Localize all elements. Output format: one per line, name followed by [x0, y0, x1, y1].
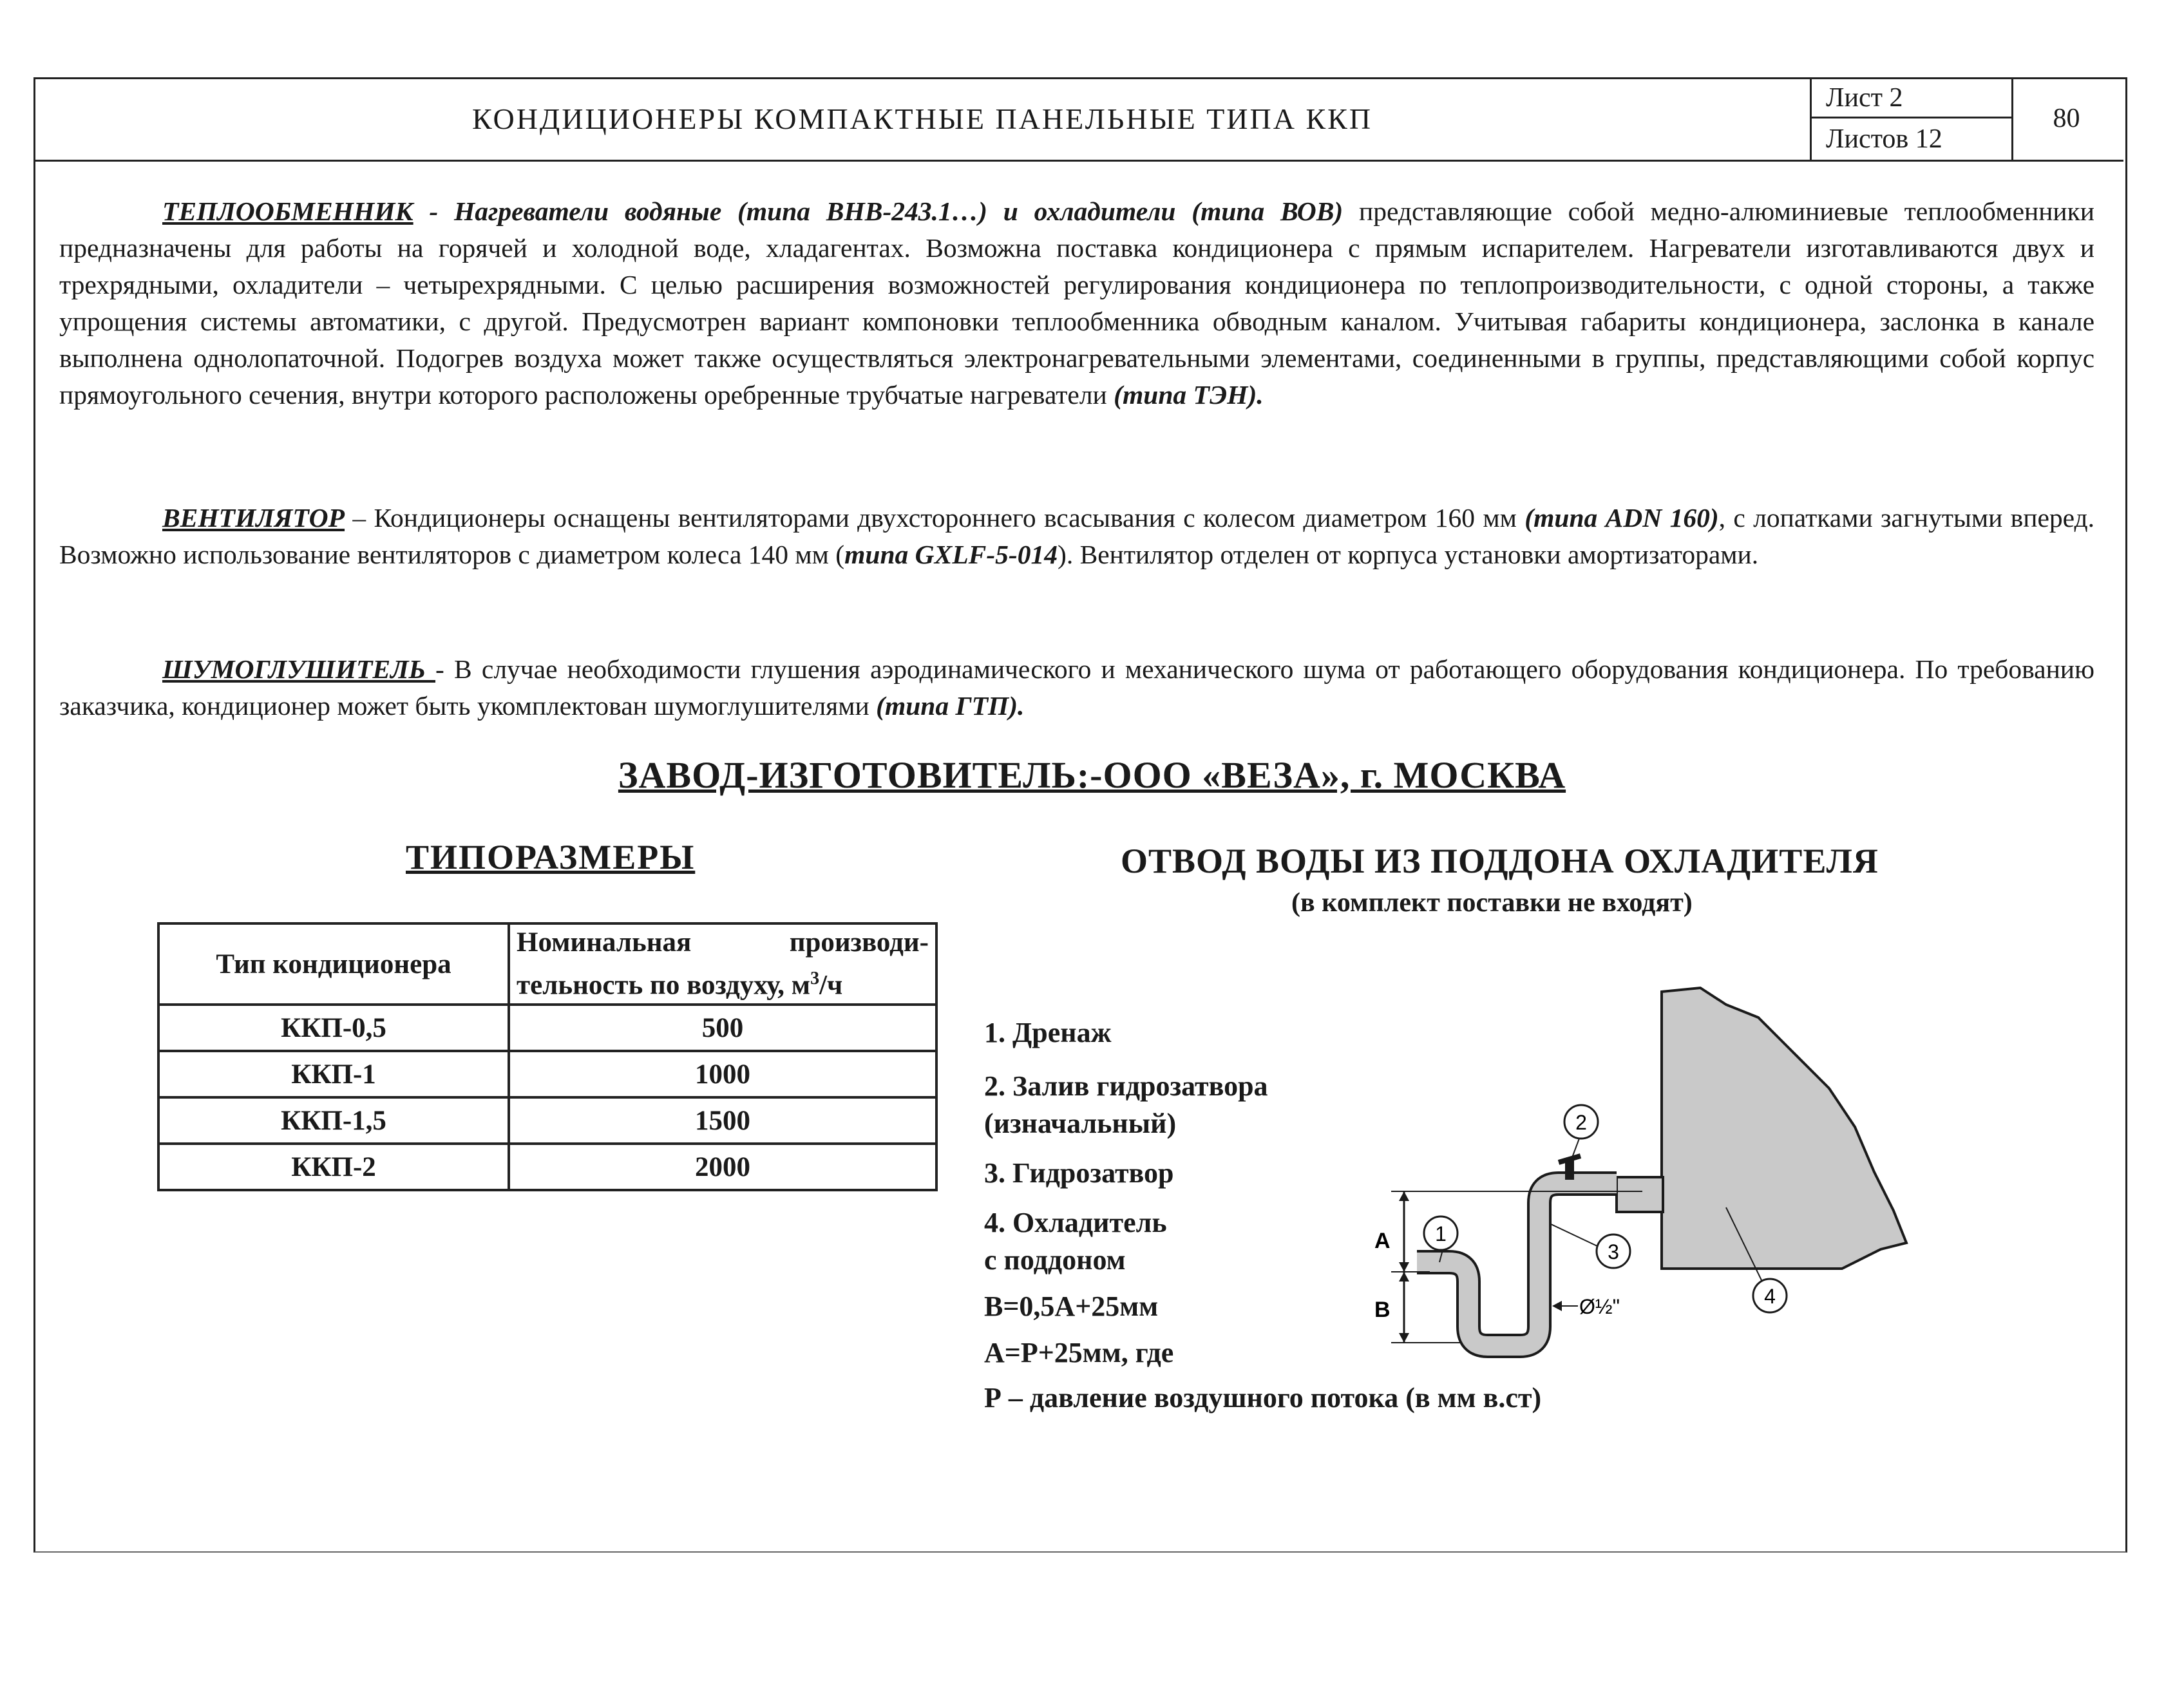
drain-heading: ОТВОД ВОДЫ ИЗ ПОДДОНА ОХЛАДИТЕЛЯ — [1121, 842, 1879, 880]
header — [33, 77, 2123, 162]
table-row — [158, 1097, 936, 1144]
silencer-paragraph — [59, 651, 2094, 724]
page-number: 80 — [2053, 104, 2080, 133]
cell-type: ККП-1 — [158, 1051, 509, 1097]
column-header-flow-line2 — [517, 961, 929, 1003]
sheet-info — [1810, 77, 2013, 160]
legend-trap: 3. Гидрозатвор — [984, 1157, 1174, 1189]
silencer-text: - В случае необходимости глушения аэродинамического и механического шума от работающего оборудования кондиционера. По требованию заказчика, кондиционер может быть укомплектован шумоглушителями — [59, 654, 2094, 721]
table-row — [158, 1051, 936, 1097]
column-header-flow-sup: 3 — [810, 969, 820, 988]
callout-4-label: 4 — [1764, 1285, 1776, 1308]
manufacturer-heading: ЗАВОД-ИЗГОТОВИТЕЛЬ:-ООО «ВЕЗА», г. МОСКВА — [618, 754, 1566, 796]
cell-type: ККП-2 — [158, 1144, 509, 1190]
fan-paragraph — [59, 500, 2094, 573]
callout-3 — [1550, 1224, 1630, 1268]
silencer-term: ШУМОГЛУШИТЕЛЬ — [162, 654, 436, 684]
silencer-type: (типа ГТП). — [876, 691, 1025, 721]
legend-cooler: 4. Охладитель — [984, 1207, 1167, 1238]
heat-exchanger-paragraph — [59, 193, 2094, 413]
formula-a: А=Р+25мм, где — [984, 1337, 1174, 1368]
fan-type-2: типа GXLF-5-014 — [844, 540, 1058, 569]
sheet-number: Лист 2 — [1812, 77, 2011, 118]
table-header-row — [158, 923, 936, 1005]
legend-cooler-tray: с поддоном — [984, 1244, 1126, 1276]
fill-plug — [1565, 1160, 1574, 1180]
callout-3-label: 3 — [1608, 1240, 1619, 1263]
cell-flow: 1000 — [509, 1051, 936, 1097]
sheet-total: Листов 12 — [1826, 124, 1942, 154]
drain-diagram — [1340, 979, 2009, 1378]
table-row — [158, 1005, 936, 1051]
cell-flow: 500 — [509, 1005, 936, 1051]
dim-label-b: B — [1374, 1298, 1391, 1322]
dia-label: Ø½" — [1579, 1295, 1620, 1318]
column-header-flow-unit: /ч — [819, 970, 843, 1001]
dim-label-a: A — [1374, 1229, 1391, 1253]
cell-flow: 1500 — [509, 1097, 936, 1144]
heat-exchanger-dash: - — [413, 196, 455, 226]
fan-term: ВЕНТИЛЯТОР — [162, 503, 345, 533]
cell-flow: 2000 — [509, 1144, 936, 1190]
formula-b: В=0,5А+25мм — [984, 1291, 1159, 1322]
heater-type: (типа ТЭН). — [1114, 380, 1264, 410]
callout-2 — [1564, 1105, 1598, 1159]
heat-exchanger-text: представляющие собой медно-алюминиевые теплообменники предназначены для работы на горячей и холодной воде, хладагентах. Возможна поставка кондиционера с прямым испарителем. Нагреватели изготавливаются двух и трехрядными, охладители – четырехрядными. С целью расширения возможностей регулирования кондиционера по теплопроизводительности, с одной стороны, а также упрощения системы автоматики, с другой. Предусмотрен вариант компоновки теплообменника обводным каналом. Учитывая габариты кондиционера, заслонка в канале выполнена однолопаточной. Подогрев воздуха может также осуществляться электронагревательными элементами, соединенными в группы, представляющими собой корпус прямоугольного сечения, внутри которого расположены оребренные трубчатые нагреватели — [59, 196, 2094, 410]
fan-text-2: , с лопатками загнутыми вперед. Возможно использование вентиляторов с диаметром колеса 140 мм ( — [59, 503, 2094, 569]
fan-text-3: ). Вентилятор отделен от корпуса установки амортизаторами. — [1058, 540, 1759, 569]
callout-1-label: 1 — [1435, 1222, 1447, 1245]
heat-exchanger-types: Нагреватели водяные (типа ВНВ-243.1…) и охладители (типа ВОВ) — [454, 196, 1344, 226]
fan-text-1: – Кондиционеры оснащены вентиляторами двухстороннего всасывания с колесом диаметром 160 мм — [345, 503, 1525, 533]
fill-plug-cap — [1559, 1156, 1581, 1162]
table-row — [158, 1144, 936, 1190]
fan-type-1: (типа ADN 160) — [1524, 503, 1719, 533]
sizes-table — [157, 922, 938, 1191]
legend-fill: 2. Залив гидрозатвора — [984, 1070, 1268, 1102]
connector-stub — [1617, 1177, 1663, 1212]
column-header-flow-text: тельность по воздуху, м — [517, 970, 811, 1001]
column-header-flow — [509, 923, 936, 1005]
column-header-type: Тип кондиционера — [158, 923, 509, 1005]
document-title: КОНДИЦИОНЕРЫ КОМПАКТНЫЕ ПАНЕЛЬНЫЕ ТИПА ККП — [471, 102, 1373, 135]
dia-arrow — [1552, 1301, 1562, 1311]
cooler-shape — [1662, 988, 1906, 1269]
legend-drain: 1. Дренаж — [984, 1017, 1112, 1048]
column-header-flow-line1: Номинальная производи- — [517, 927, 929, 958]
legend-fill-note: (изначальный) — [984, 1108, 1177, 1139]
formula-p: Р – давление воздушного потока (в мм в.ст) — [984, 1382, 1542, 1414]
cell-type: ККП-0,5 — [158, 1005, 509, 1051]
cell-type: ККП-1,5 — [158, 1097, 509, 1144]
callout-2-label: 2 — [1575, 1111, 1587, 1134]
heat-exchanger-term: ТЕПЛООБМЕННИК — [162, 196, 413, 226]
drain-subheading: (в комплект поставки не входят) — [1291, 888, 1693, 918]
sizes-heading: ТИПОРАЗМЕРЫ — [406, 838, 696, 876]
siphon-trap-fill — [1417, 1184, 1617, 1346]
